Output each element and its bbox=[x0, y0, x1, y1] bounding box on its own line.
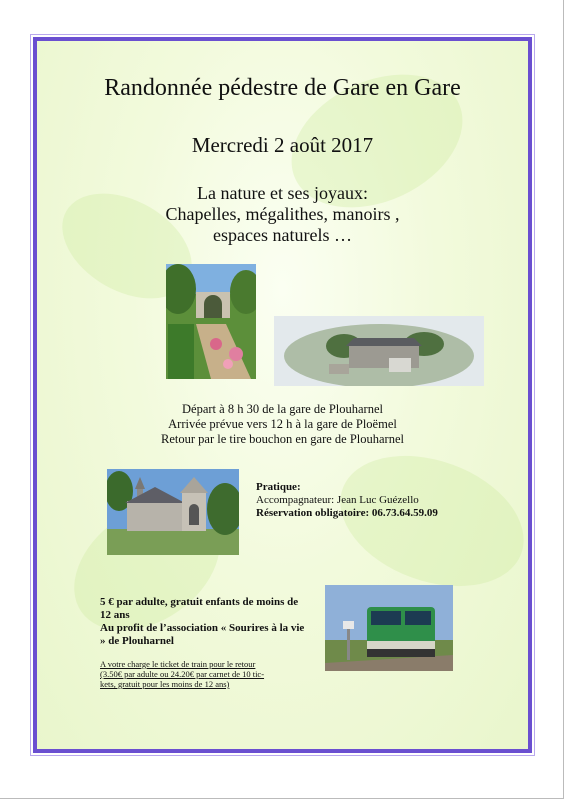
arrival-info: Arrivée prévue vers 12 h à la gare de Ploëmel bbox=[168, 417, 397, 431]
theme-block bbox=[37, 183, 528, 246]
ticket-note bbox=[100, 659, 310, 689]
ticket-note-line: (3.50€ par adulte ou 24.20€ par carnet de 10 tic- bbox=[100, 669, 265, 679]
practical-info bbox=[256, 481, 438, 520]
background-leaf bbox=[322, 432, 532, 610]
theme-line: La nature et ses joyaux: bbox=[197, 183, 368, 203]
return-info: Retour par le tire bouchon en gare de Plouharnel bbox=[161, 432, 404, 446]
theme-line: espaces naturels … bbox=[213, 225, 352, 245]
departure-info: Départ à 8 h 30 de la gare de Plouharnel bbox=[182, 402, 383, 416]
flyer-frame bbox=[33, 37, 532, 753]
price-info: 5 € par adulte, gratuit enfants de moins de 12 ans bbox=[100, 596, 299, 621]
manor-photo bbox=[274, 316, 484, 386]
garden-gate-photo bbox=[166, 264, 256, 379]
reservation-info: Réservation obligatoire: 06.73.64.59.09 bbox=[256, 507, 438, 519]
association-info: Au profit de l’association « Sourires à la vie » de Plouharnel bbox=[100, 622, 305, 647]
ticket-note-line: kets, gratuit pour les moins de 12 ans) bbox=[100, 679, 230, 689]
chapel-photo bbox=[107, 469, 239, 555]
guide-info: Accompagnateur: Jean Luc Guézello bbox=[256, 494, 419, 506]
practical-heading: Pratique: bbox=[256, 481, 301, 493]
theme-line: Chapelles, mégalithes, manoirs , bbox=[165, 204, 400, 224]
ticket-note-line: A votre charge le ticket de train pour le retour bbox=[100, 659, 256, 669]
flyer-title: Randonnée pédestre de Gare en Gare bbox=[104, 75, 461, 101]
itinerary-block bbox=[37, 402, 528, 447]
pricing-block bbox=[100, 596, 306, 648]
train-photo bbox=[325, 585, 453, 671]
event-date: Mercredi 2 août 2017 bbox=[191, 133, 374, 157]
